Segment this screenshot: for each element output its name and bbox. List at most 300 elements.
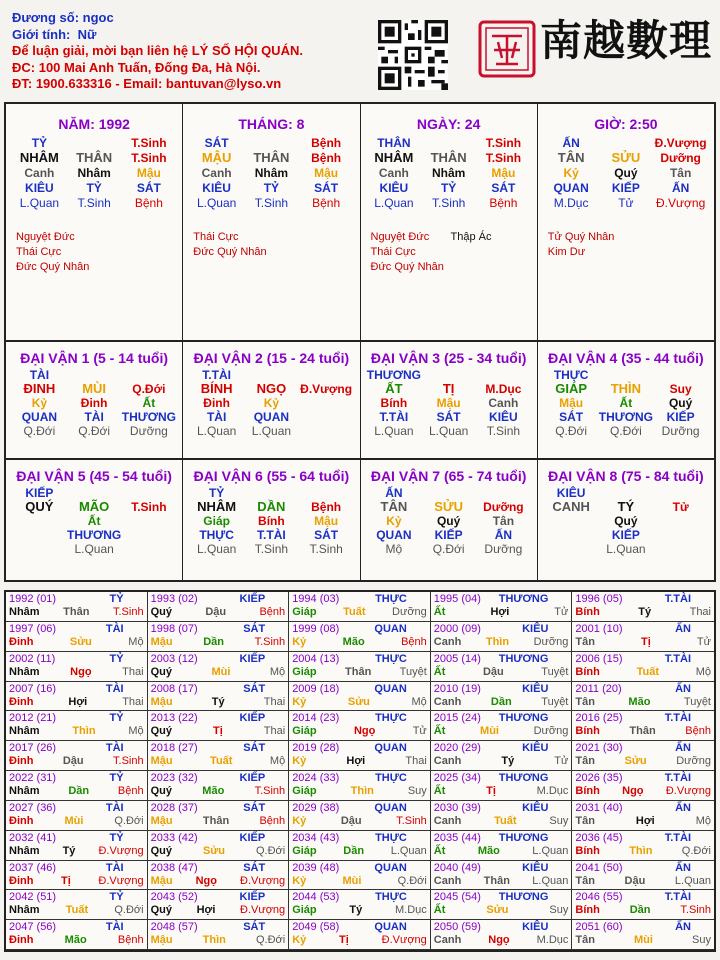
year-label: 2042 (51) [9, 891, 57, 904]
year-branch: Tý [638, 606, 652, 618]
year-life-stage: Thai [689, 606, 711, 618]
year-cell [289, 801, 431, 831]
year-stem: Kỷ [292, 934, 307, 947]
cell-value: Quý [668, 396, 693, 410]
cell-value: Ất [87, 514, 101, 528]
cell-value: Ất [619, 396, 633, 410]
cell-value: KIẾP [666, 410, 695, 424]
year-cell [431, 920, 573, 950]
year-label: 2011 (20) [575, 682, 622, 695]
year-bottom [151, 904, 286, 917]
year-branch: Mùi [64, 814, 84, 827]
cell-value [653, 542, 708, 556]
qr-code-icon [378, 20, 448, 90]
year-ten-god: KIẾP [239, 593, 266, 605]
cell-value: Bệnh [311, 136, 342, 150]
cell-value: Suy [669, 382, 692, 396]
year-stem: Đinh [9, 755, 34, 768]
year-bottom [151, 636, 286, 649]
year-ten-god: KIÊU [522, 622, 549, 635]
year-bottom [434, 666, 569, 679]
year-top [434, 652, 569, 666]
year-cell [6, 890, 148, 920]
year-cell [289, 831, 431, 861]
year-ten-god: KIẾP [239, 891, 266, 904]
year-label: 2030 (39) [433, 801, 481, 814]
year-branch: Dần [490, 695, 512, 708]
year-life-stage: Suy [407, 785, 427, 797]
year-top [151, 831, 286, 845]
year-label: 2045 (54) [433, 891, 481, 904]
year-top [575, 831, 711, 845]
year-label: 2012 (21) [9, 712, 57, 725]
year-bottom [292, 666, 427, 679]
year-cell [6, 920, 148, 950]
brand-logo: 南越數理 [540, 16, 713, 65]
cell-value: TỶ [263, 181, 280, 195]
year-label: 2020 (29) [433, 742, 481, 755]
year-label: 2035 (44) [433, 831, 481, 844]
year-bottom [575, 785, 711, 798]
year-ten-god: T.TÀI [664, 652, 691, 665]
year-top [575, 711, 711, 725]
year-top [292, 682, 427, 696]
star-extra: Thập Ác [450, 231, 492, 243]
year-bottom [9, 755, 144, 768]
year-label: 2028 (37) [150, 801, 198, 814]
year-cell [6, 801, 148, 831]
year-stem: Đinh [9, 635, 34, 648]
year-cell [431, 711, 573, 741]
cell-value [244, 136, 299, 150]
header-info [12, 10, 303, 93]
year-ten-god: TÀI [105, 861, 124, 874]
year-cell [572, 831, 714, 861]
cell-value: Mậu [559, 396, 584, 410]
phone-line: ĐT: 1900.633316 - Email: bantuvan@lyso.vn [12, 76, 282, 91]
cell-value: L.Quan [251, 424, 292, 438]
year-label: 2032 (41) [9, 831, 57, 844]
star-item: Đức Quý Nhân [370, 261, 444, 273]
cell-value: TÂN [380, 499, 408, 514]
cell-value [12, 542, 67, 556]
year-stem: Ất [433, 904, 446, 917]
year-ten-god: THỰC [375, 652, 407, 665]
cell-value: TỶ [86, 181, 102, 195]
year-top [9, 831, 144, 845]
cell-value: KIẾP [25, 486, 54, 500]
gender-label: Giới tính: [12, 26, 71, 42]
year-bottom [434, 606, 569, 619]
year-branch: Mùi [480, 725, 499, 738]
year-branch: Dậu [624, 874, 646, 887]
year-top [151, 771, 286, 785]
year-life-stage: Mộ [269, 755, 286, 768]
cell-value: Q.Đới [609, 424, 642, 438]
year-life-stage: T.Sinh [680, 904, 711, 917]
year-stem: Canh [433, 755, 462, 768]
star-item: Tử Quý Nhân [547, 231, 615, 243]
year-branch: Mùi [211, 665, 231, 678]
year-ten-god: KIÊU [522, 861, 549, 874]
cell-value: Tử [672, 500, 689, 514]
cell-value: THƯƠNG [121, 410, 176, 424]
year-life-stage: T.Sinh [396, 814, 427, 827]
year-life-stage: L.Quan [390, 844, 427, 857]
year-ten-god: SÁT [243, 622, 266, 635]
cell-value: Kỷ [563, 166, 579, 180]
dai-van-row-1 [4, 340, 716, 460]
cell-title: ĐẠI VẬN 5 (45 - 54 tuổi) [16, 468, 172, 484]
year-bottom [575, 845, 711, 858]
year-branch: Dậu [205, 606, 227, 618]
year-bottom [575, 755, 711, 768]
year-ten-god: THƯƠNG [498, 652, 549, 665]
cell-value: Quý [436, 514, 461, 528]
year-branch: Tý [349, 904, 363, 917]
year-bottom [434, 636, 569, 649]
cell-value: Q.Đới [555, 424, 588, 438]
year-ten-god: QUAN [374, 622, 407, 635]
cell-value: SÁT [559, 410, 584, 424]
cell-value: Bính [380, 396, 408, 410]
cell-value: MÃO [78, 499, 110, 514]
cell-value: Mậu [491, 166, 516, 180]
year-bottom [575, 934, 711, 947]
year-label: 2013 (22) [150, 712, 198, 725]
cell-value: SÁT [314, 181, 339, 195]
year-stem: Giáp [292, 665, 317, 678]
year-stem: Canh [433, 934, 462, 947]
year-stem: Canh [433, 814, 462, 827]
cell-value: THÂN [377, 136, 411, 150]
cell-value [599, 368, 654, 382]
year-bottom [575, 636, 711, 649]
cell-grid [189, 486, 353, 556]
year-stem: Mậu [150, 934, 173, 947]
year-branch: Mão [477, 844, 500, 857]
year-bottom [434, 696, 569, 709]
year-life-stage: Tử [554, 755, 569, 768]
year-life-stage: Tử [554, 606, 569, 618]
year-bottom [9, 666, 144, 679]
cell-value [421, 486, 476, 500]
cell-value: T.Sinh [131, 136, 167, 150]
year-stem: Ất [433, 725, 446, 738]
year-bottom [9, 815, 144, 828]
year-label: 2021 (30) [575, 742, 623, 755]
year-branch: Thân [202, 814, 230, 827]
year-bottom [575, 815, 711, 828]
year-stem: Quý [150, 665, 172, 678]
cell-value: QUAN [253, 410, 290, 424]
cell-value [12, 528, 67, 542]
year-label: 2040 (49) [433, 861, 481, 874]
year-ten-god: SÁT [243, 921, 266, 934]
year-bottom [151, 785, 286, 798]
year-bottom [151, 815, 286, 828]
year-bottom [434, 875, 569, 888]
cell-value: KIÊU [25, 181, 54, 195]
year-label: 2033 (42) [150, 831, 198, 844]
cell-value: SÁT [204, 136, 229, 150]
year-label: 1996 (05) [575, 593, 623, 605]
dai-van-cell [361, 342, 538, 458]
year-bottom [575, 666, 711, 679]
cell-value: KIẾP [611, 181, 640, 195]
cell-value: CANH [552, 499, 590, 514]
year-life-stage: T.Sinh [113, 606, 144, 618]
year-branch: Dần [629, 904, 651, 917]
cell-value: TÂN [557, 150, 585, 165]
cell-value: THỰC [199, 528, 234, 542]
year-branch: Thìn [72, 725, 96, 738]
year-stem: Tân [575, 695, 595, 708]
cell-value: Dưỡng [661, 424, 700, 438]
cell-value: Đ.Vượng [655, 196, 706, 210]
cell-grid [367, 136, 531, 210]
cell-grid [367, 486, 531, 556]
cell-value: T.Sinh [77, 196, 111, 210]
year-life-stage: Đ.Vượng [240, 904, 286, 917]
year-ten-god: TÀI [105, 801, 124, 814]
year-cell [289, 861, 431, 891]
year-top [292, 861, 427, 875]
year-label: 2036 (45) [575, 831, 623, 844]
year-top [151, 861, 286, 875]
star-list [16, 230, 182, 275]
year-cell [289, 711, 431, 741]
year-life-stage: M.Dục [395, 904, 427, 917]
cell-value: Kỷ [386, 514, 402, 528]
year-bottom [434, 904, 569, 917]
year-top [434, 741, 569, 755]
year-cell [289, 622, 431, 652]
year-ten-god: TỶ [109, 593, 124, 605]
cell-value: Dưỡng [483, 500, 524, 514]
year-ten-god: TỶ [109, 772, 124, 784]
year-ten-god: TỶ [109, 831, 124, 844]
year-cell [6, 741, 148, 771]
year-branch: Thìn [350, 785, 374, 797]
year-top [9, 592, 144, 606]
year-branch: Dậu [340, 814, 362, 827]
year-branch: Mão [64, 934, 87, 947]
year-bottom [151, 845, 286, 858]
cell-value: L.Quan [374, 424, 414, 438]
year-stem: Giáp [292, 606, 317, 618]
year-life-stage: Q.Đới [681, 844, 711, 857]
year-ten-god: TỶ [109, 652, 124, 665]
year-bottom [434, 815, 569, 828]
year-life-stage: Tử [412, 725, 427, 738]
cell-value: SÁT [136, 181, 161, 195]
year-cell [148, 771, 290, 801]
year-bottom [575, 725, 711, 738]
year-life-stage: Đ.Vượng [240, 874, 286, 887]
year-label: 2010 (19) [433, 682, 481, 695]
year-label: 1992 (01) [9, 593, 57, 605]
year-cell [148, 622, 290, 652]
year-branch: Tuất [636, 665, 659, 678]
year-label: 2007 (16) [9, 682, 57, 695]
year-life-stage: Tuyệt [541, 665, 569, 678]
year-top [434, 592, 569, 606]
year-bottom [9, 696, 144, 709]
year-stem: Bính [575, 844, 600, 857]
year-label: 2051 (60) [575, 921, 623, 934]
cell-value: KIÊU [202, 181, 231, 195]
year-bottom [292, 785, 427, 798]
cell-value: SỬU [611, 150, 641, 165]
cell-value: THƯƠNG [366, 368, 421, 382]
cell-value: THỰC [553, 368, 589, 382]
cell-value: Tử [618, 196, 634, 210]
year-cell [148, 890, 290, 920]
cell-grid [544, 136, 708, 210]
cell-value [244, 368, 299, 382]
cell-title: THÁNG: 8 [238, 116, 305, 132]
year-bottom [9, 785, 144, 798]
year-top [9, 652, 144, 666]
cell-value: SỬU [434, 499, 464, 514]
year-cell [572, 801, 714, 831]
cell-value [122, 368, 177, 382]
year-label: 2000 (09) [433, 622, 481, 635]
cell-value [544, 542, 599, 556]
year-top [434, 890, 569, 904]
year-cell [6, 682, 148, 712]
year-stem: Kỷ [292, 635, 307, 648]
year-branch: Ngọ [70, 665, 92, 678]
cell-title: GIỜ: 2:50 [594, 116, 658, 132]
year-cell [572, 771, 714, 801]
year-life-stage: Dưỡng [533, 725, 569, 738]
year-label: 2008 (17) [150, 682, 198, 695]
cell-value: Quý [614, 514, 638, 528]
year-label: 1997 (06) [9, 622, 57, 635]
year-top [151, 622, 286, 636]
cell-grid [544, 368, 708, 438]
cell-title: ĐẠI VẬN 3 (25 - 34 tuổi) [370, 350, 527, 366]
year-top [9, 861, 144, 875]
year-ten-god: TÀI [105, 921, 124, 934]
year-life-stage: Mộ [695, 665, 711, 678]
year-ten-god: QUAN [374, 861, 407, 874]
cell-value [653, 486, 708, 500]
cell-value [299, 424, 354, 438]
dai-van-cell [538, 342, 714, 458]
year-ten-god: KIÊU [522, 742, 549, 755]
year-branch: Tị [641, 635, 651, 648]
year-label: 2005 (14) [433, 652, 481, 665]
year-life-stage: Đ.Vượng [98, 874, 144, 887]
cell-grid [189, 368, 353, 438]
year-stem: Nhâm [9, 785, 40, 797]
year-life-stage: Bệnh [401, 635, 427, 648]
year-label: 1999 (08) [292, 622, 340, 635]
year-branch: Tuất [65, 904, 89, 917]
cell-value: Q.Đới [78, 424, 111, 438]
year-life-stage: Mộ [128, 725, 144, 738]
year-stem: Bính [575, 665, 600, 678]
cell-title: NĂM: 1992 [58, 116, 130, 132]
year-bottom [292, 725, 427, 738]
cell-value [12, 514, 67, 528]
year-bottom [575, 606, 711, 619]
year-stem: Kỷ [292, 814, 307, 827]
year-branch: Tị [213, 725, 223, 738]
year-top [575, 890, 711, 904]
year-ten-god: ẤN [675, 921, 691, 934]
year-label: 2029 (38) [292, 801, 340, 814]
cell-value: KIẾP [611, 528, 640, 542]
year-label: 2016 (25) [575, 712, 623, 725]
year-top [292, 622, 427, 636]
cell-value: Q.Đới [23, 424, 56, 438]
year-branch: Thìn [202, 934, 226, 947]
year-top [292, 920, 427, 934]
address-line: ĐC: 100 Mai Anh Tuấn, Đống Đa, Hà Nội. [12, 59, 261, 75]
dai-van-row-2 [4, 458, 716, 582]
cell-value: QUAN [376, 528, 412, 542]
star-list [371, 230, 537, 275]
year-cell [572, 890, 714, 920]
year-stem: Bính [575, 904, 600, 917]
dai-van-cell [361, 460, 538, 580]
year-top [292, 711, 427, 725]
year-top [292, 831, 427, 845]
year-bottom [151, 755, 286, 768]
year-top [9, 920, 144, 934]
year-stem: Nhâm [9, 725, 40, 738]
year-life-stage: Đ.Vượng [98, 844, 144, 857]
cell-value: T.Sinh [485, 151, 522, 165]
year-cell [148, 592, 290, 622]
star-item: Thái Cực [370, 246, 416, 258]
year-ten-god: THỰC [375, 831, 407, 844]
cell-value [67, 486, 122, 500]
cell-value: THÂN [430, 150, 467, 165]
cell-value: Q.Đới [132, 382, 166, 396]
year-cell [572, 920, 714, 950]
year-top [575, 622, 711, 636]
year-stem: Canh [433, 874, 462, 887]
cell-value: T.TÀI [257, 528, 286, 542]
year-top [151, 592, 286, 606]
year-bottom [292, 755, 427, 768]
year-branch: Ngọ [622, 785, 644, 797]
cell-value: Dưỡng [129, 424, 168, 438]
year-stem: Tân [575, 635, 595, 648]
cell-value [122, 486, 177, 500]
star-item: Nguyệt Đức [370, 231, 430, 243]
year-branch: Ngọ [353, 725, 376, 738]
cell-value: Quý [614, 166, 638, 180]
cell-value: TÀI [84, 410, 104, 424]
year-branch: Hợi [196, 904, 216, 917]
year-ten-god: QUAN [374, 921, 407, 934]
year-cell [431, 741, 573, 771]
cell-grid [367, 368, 531, 438]
year-branch: Hợi [635, 814, 655, 827]
year-stem: Ất [433, 785, 446, 797]
year-stem: Đinh [9, 814, 34, 827]
year-label: 2019 (28) [292, 742, 340, 755]
year-ten-god: THỰC [375, 712, 407, 725]
year-cell [431, 831, 573, 861]
year-bottom [292, 875, 427, 888]
